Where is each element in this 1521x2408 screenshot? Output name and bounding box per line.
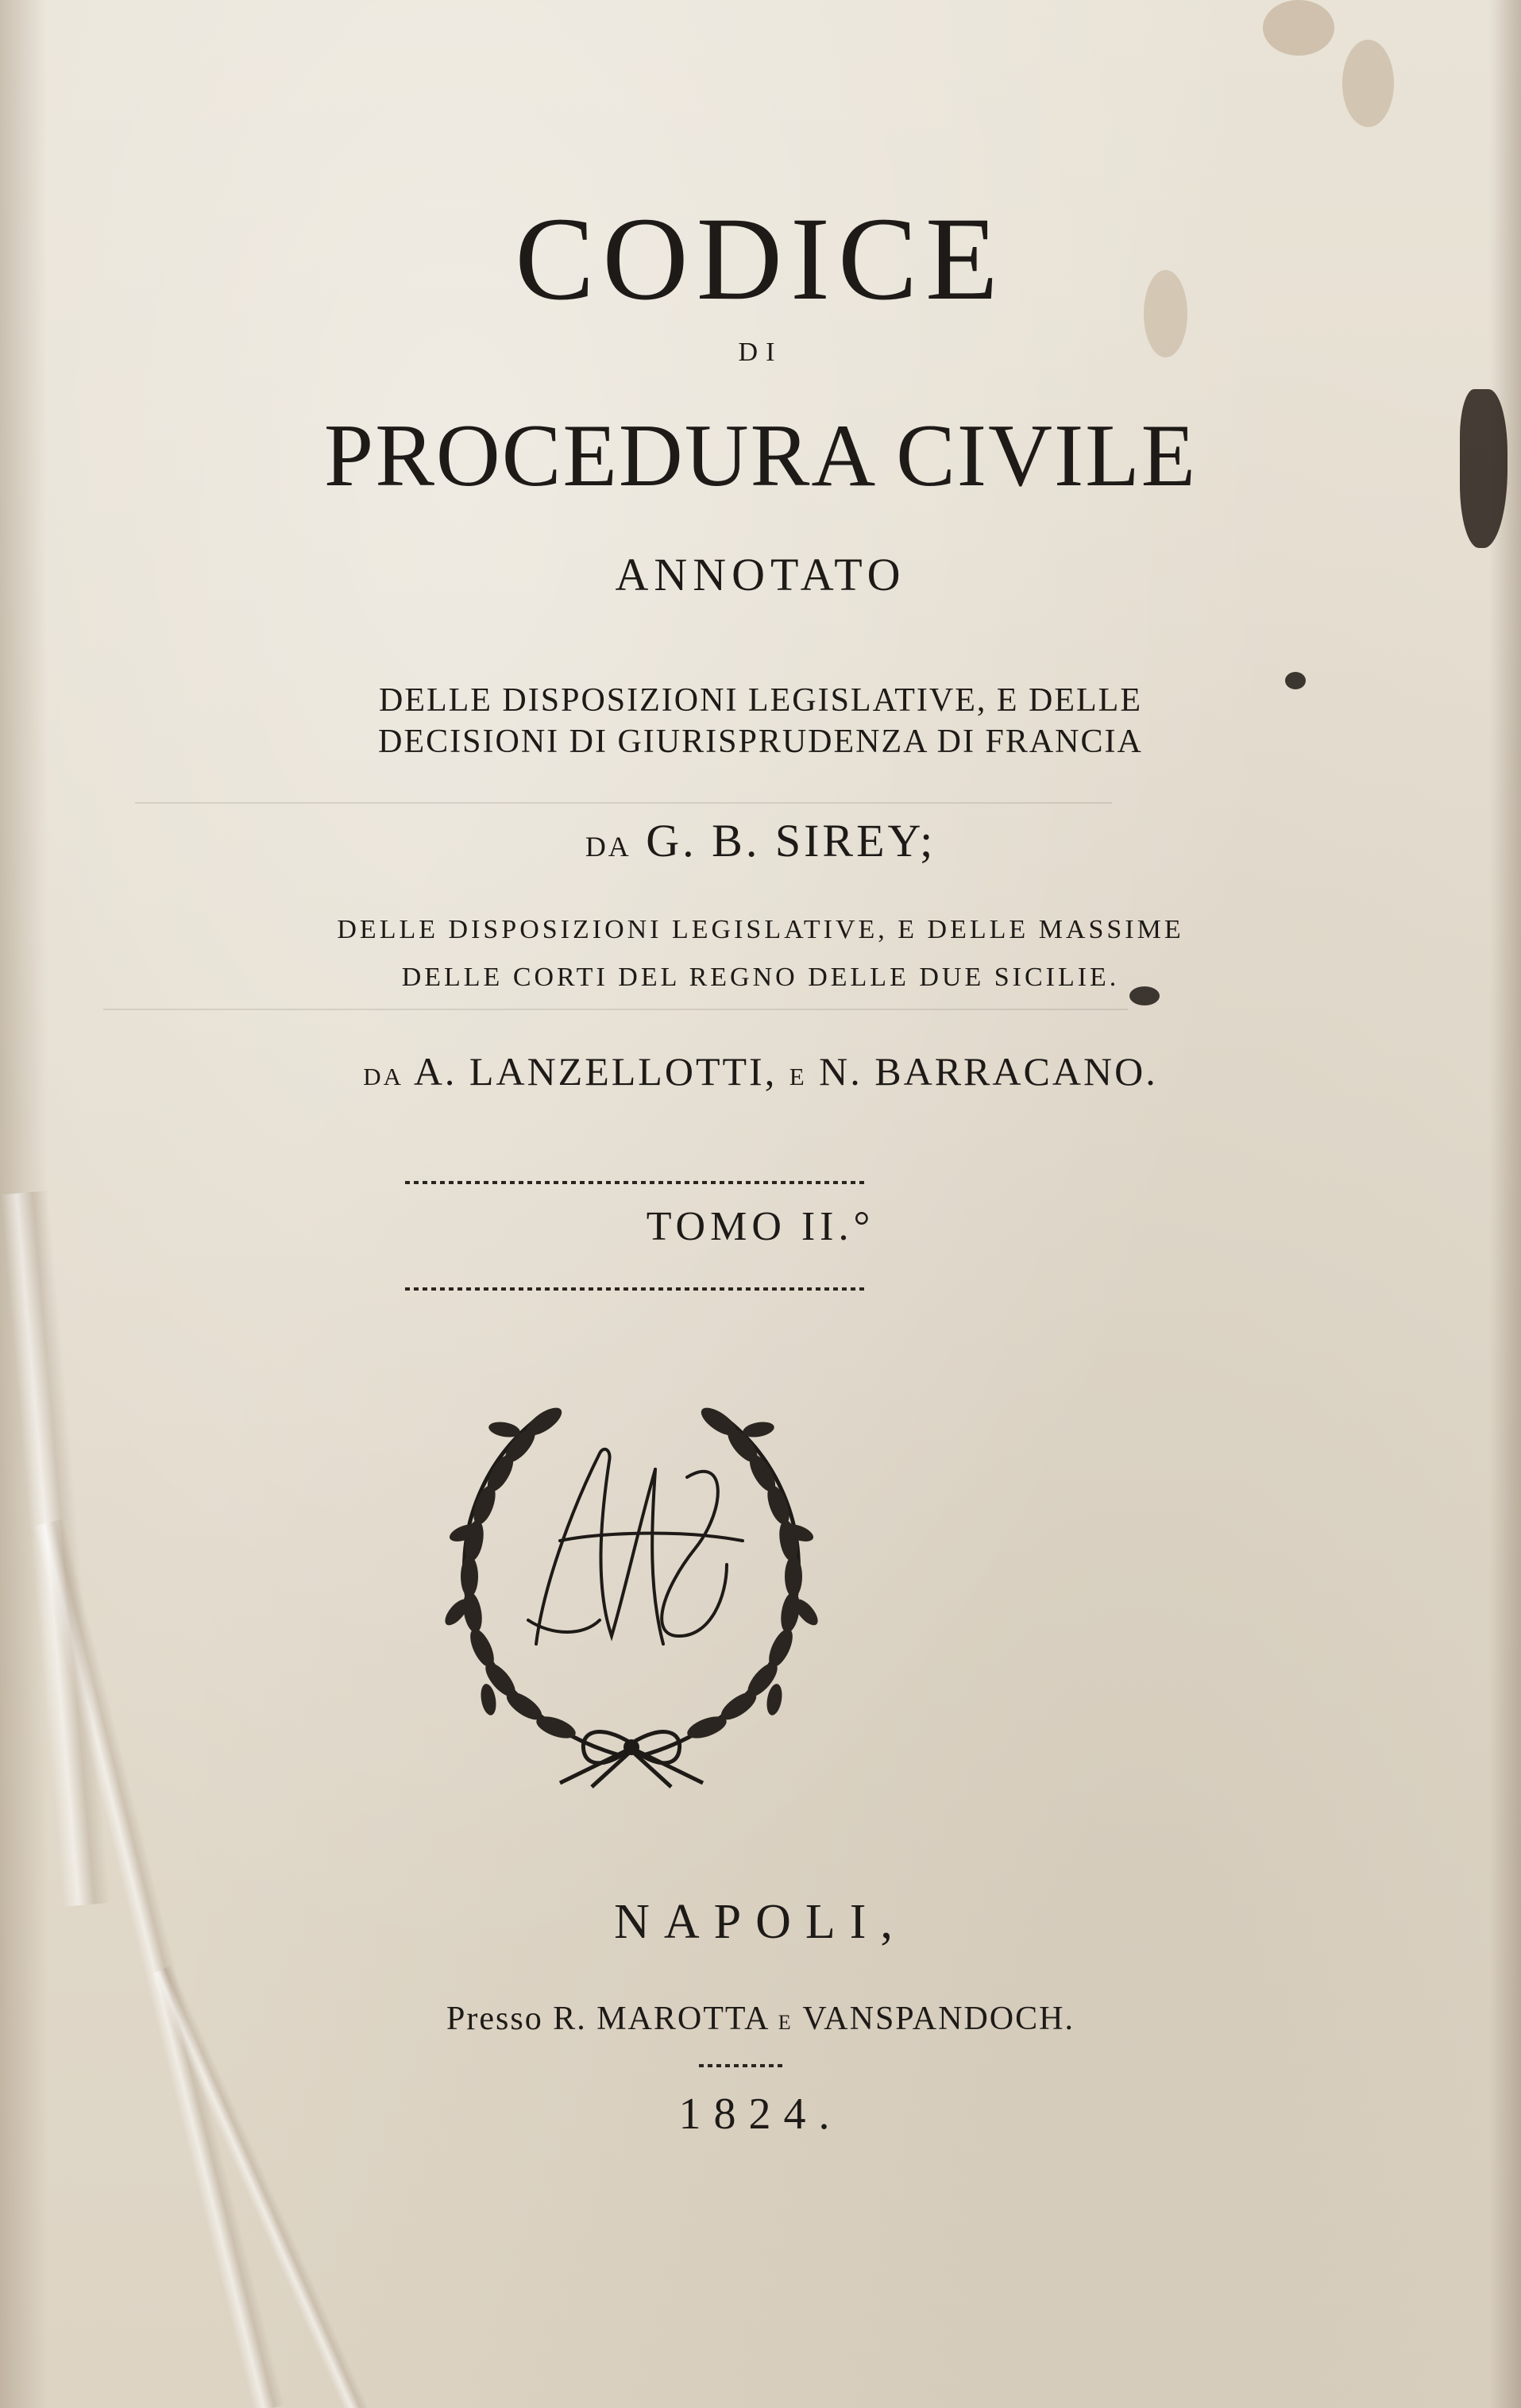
publisher-line: [0, 2000, 1521, 2038]
editors-conjunction: E: [789, 1063, 807, 1090]
paper-stain: [1263, 0, 1334, 56]
description-line: DECISIONI DI GIURISPRUDENZA DI FRANCIA: [378, 724, 1143, 760]
author-line: [0, 814, 1521, 867]
ornamental-rule-short: [699, 2062, 786, 2070]
editor-name: N. BARRACANO.: [819, 1049, 1158, 1094]
volume-label: TOMO II.°: [646, 1204, 875, 1249]
publication-place: NAPOLI,: [614, 1895, 907, 1949]
paper-stain: [1342, 40, 1394, 127]
editor-name: A. LANZELLOTTI,: [413, 1049, 778, 1094]
author-prefix: DA: [585, 831, 631, 862]
book-title: CODICE: [515, 193, 1006, 325]
description-line: DELLE DISPOSIZIONI LEGISLATIVE, E DELLE: [378, 682, 1142, 719]
wreath-monogram-icon: [441, 1382, 822, 1795]
publisher-prefix: Presso: [446, 2001, 543, 2037]
ornamental-rule: [405, 1179, 866, 1187]
publisher-conjunction: E: [778, 2011, 793, 2034]
publisher-name-2: VANSPANDOCH.: [802, 2001, 1075, 2037]
author-name: G. B. SIREY;: [646, 815, 936, 866]
show-through-line: [103, 1009, 1128, 1010]
publication-year: 1824.: [678, 2090, 843, 2139]
ornamental-rule: [405, 1285, 866, 1293]
editors-prefix: DA: [363, 1063, 404, 1090]
editors-line: [0, 1048, 1521, 1094]
show-through-line: [135, 802, 1112, 804]
description-line: DELLE DISPOSIZIONI LEGISLATIVE, E DELLE MASSIME: [337, 915, 1184, 944]
description-line: DELLE CORTI DEL REGNO DELLE DUE SICILIE.: [401, 963, 1120, 992]
book-subtitle: PROCEDURA CIVILE: [323, 407, 1198, 505]
publisher-name: R. MAROTTA: [553, 2001, 769, 2037]
title-connector: DI: [738, 338, 783, 367]
annotated-label: ANNOTATO: [615, 549, 906, 600]
